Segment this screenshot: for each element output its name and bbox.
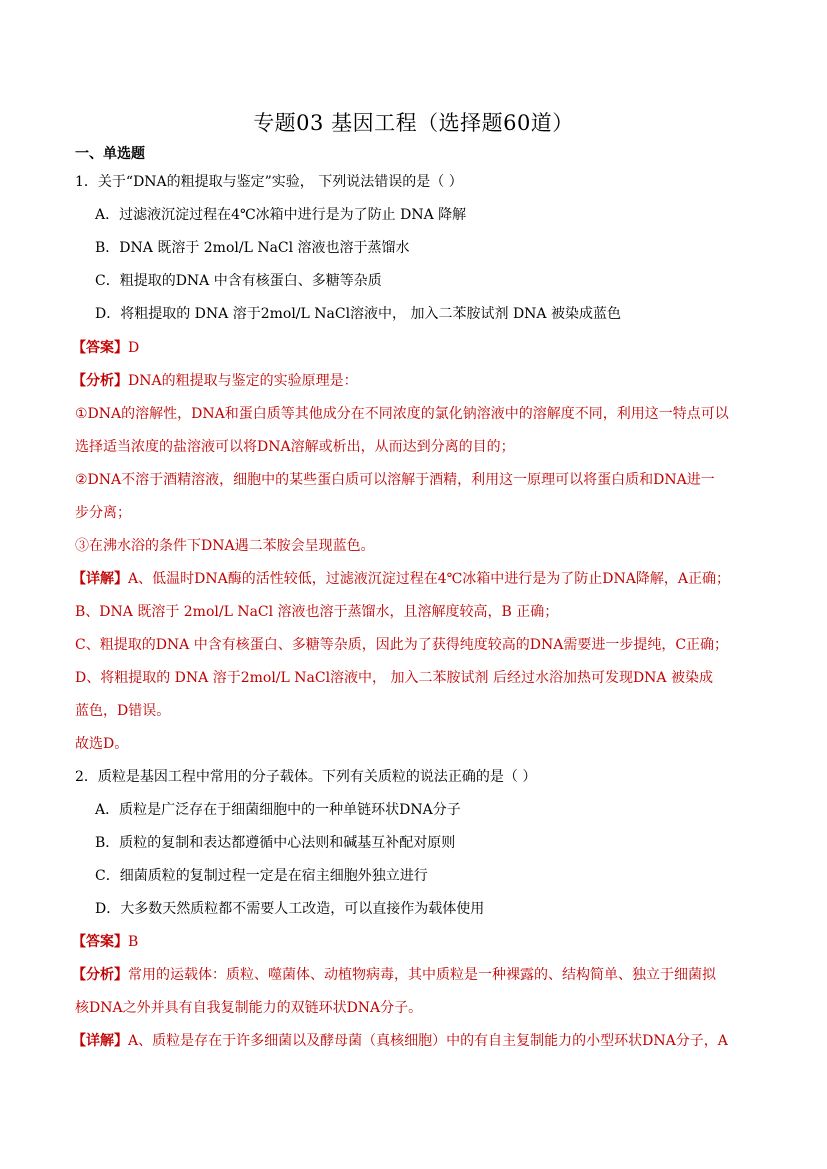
answer-value: B [128,934,139,950]
q1-analysis-line: ①DNA的溶解性，DNA和蛋白质等其他成分在不同浓度的氯化钠溶液中的溶解度不同，利用这一特点可以 [75,406,729,422]
answer-value: D [128,340,140,356]
detail-text: A、质粒是存在于许多细菌以及酵母菌（真核细胞）中的有自主复制能力的小型环状DNA分子，A [128,1033,728,1049]
q1-option-a: A．过滤液沉淀过程在4℃冰箱中进行是为了防止 DNA 降解 [95,207,467,223]
q2-option-b: B．质粒的复制和表达都遵循中心法则和碱基互补配对原则 [95,835,456,851]
q2-answer [72,932,767,952]
q1-option-b: B．DNA 既溶于 2mol/L NaCl 溶液也溶于蒸馏水 [95,240,410,256]
q1-analysis-line: ②DNA不溶于酒精溶液，细胞中的某些蛋白质可以溶解于酒精，利用这一原理可以将蛋白质和DNA进一 [75,472,715,488]
detail-tag: 【详解】 [72,571,128,587]
q1-detail-line: 蓝色，D错误。 [75,703,171,719]
q1-detail-line [72,569,767,589]
answer-tag: 【答案】 [72,340,128,356]
q2-analysis-line: 核DNA之外并具有自我复制能力的双链环状DNA分子。 [75,1000,423,1016]
q1-analysis-line: ③在沸水浴的条件下DNA遇二苯胺会呈现蓝色。 [75,538,375,554]
q1-answer [72,338,767,358]
q2-detail-line [72,1031,767,1051]
q1-stem: 1．关于“DNA的粗提取与鉴定”实验， 下列说法错误的是（ ） [75,174,463,190]
q1-analysis-line [72,371,767,391]
q1-detail-line: 故选D。 [75,736,129,752]
q1-option-c: C．粗提取的DNA 中含有核蛋白、多糖等杂质 [95,273,382,289]
q2-stem: 2．质粒是基因工程中常用的分子载体。下列有关质粒的说法正确的是（ ） [75,769,537,785]
q2-option-d: D．大多数天然质粒都不需要人工改造，可以直接作为载体使用 [95,901,485,917]
q1-detail-line: D、将粗提取的 DNA 溶于2mol/L NaCl溶液中， 加入二苯胺试剂 后经过水浴加热可发现DNA 被染成 [75,670,713,686]
analysis-text: 常用的运载体：质粒、噬菌体、动植物病毒，其中质粒是一种裸露的、结构简单、独立于细菌拟 [128,967,716,983]
analysis-text: DNA的粗提取与鉴定的实验原理是： [128,373,358,389]
answer-tag: 【答案】 [72,934,128,950]
analysis-tag: 【分析】 [72,373,128,389]
q1-analysis-line: 步分离； [75,505,131,521]
section-heading: 一、单选题 [75,146,145,162]
q1-detail-line: C、粗提取的DNA 中含有核蛋白、多糖等杂质，因此为了获得纯度较高的DNA需要进一步提纯，C正确； [75,637,729,653]
page-title: 专题03 基因工程（选择题60道） [253,111,574,135]
q2-analysis-line [72,965,767,985]
detail-text: A、低温时DNA酶的活性较低，过滤液沉淀过程在4℃冰箱中进行是为了防止DNA降解，A正确； [128,571,730,587]
q2-option-c: C．细菌质粒的复制过程一定是在宿主细胞外独立进行 [95,868,428,884]
q1-option-d: D．将粗提取的 DNA 溶于2mol/L NaCl溶液中， 加入二苯胺试剂 DNA 被染成蓝色 [95,306,621,322]
q2-option-a: A．质粒是广泛存在于细菌细胞中的一种单链环状DNA分子 [95,802,461,818]
detail-tag: 【详解】 [72,1033,128,1049]
analysis-tag: 【分析】 [72,967,128,983]
q1-analysis-line: 选择适当浓度的盐溶液可以将DNA溶解或析出，从而达到分离的目的； [75,439,515,455]
q1-detail-line: B、DNA 既溶于 2mol/L NaCl 溶液也溶于蒸馏水，且溶解度较高，B 正确； [75,604,559,620]
